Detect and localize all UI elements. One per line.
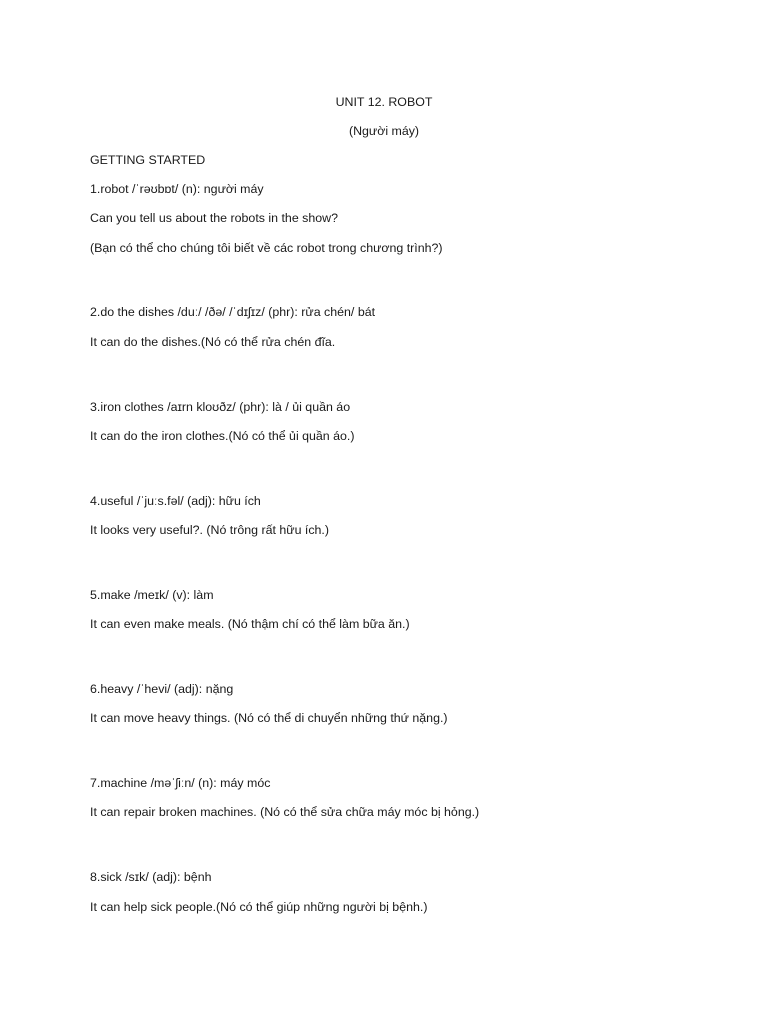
section-heading: GETTING STARTED [90, 153, 206, 167]
vocab-term-7: 7.machine /məˈʃiːn/ (n): máy móc [90, 776, 271, 790]
example-translation-1: (Bạn có thể cho chúng tôi biết về các robot trong chương trình?) [90, 241, 443, 255]
example-sentence-8: It can help sick people.(Nó có thể giúp những người bị bệnh.) [90, 900, 428, 914]
example-sentence-5: It can even make meals. (Nó thậm chí có thể làm bữa ăn.) [90, 617, 410, 631]
vocab-term-6: 6.heavy /ˈhevi/ (adj): nặng [90, 682, 234, 696]
page-title: UNIT 12. ROBOT [335, 95, 433, 109]
vocab-term-3: 3.iron clothes /aɪrn kloʊðz/ (phr): là / ủi quần áo [90, 400, 351, 414]
page-subtitle: (Người máy) [348, 124, 420, 138]
example-sentence-2: It can do the dishes.(Nó có thể rửa chén đĩa. [90, 335, 336, 349]
vocab-term-5: 5.make /meɪk/ (v): làm [90, 588, 214, 602]
vocab-term-8: 8.sick /sɪk/ (adj): bệnh [90, 870, 212, 884]
vocab-term-2: 2.do the dishes /duː/ /ðə/ /ˈdɪʃɪz/ (phr): rửa chén/ bát [90, 305, 376, 319]
example-sentence-4: It looks very useful?. (Nó trông rất hữu ích.) [90, 523, 329, 537]
example-sentence-3: It can do the iron clothes.(Nó có thể ủi quần áo.) [90, 429, 355, 443]
vocab-term-1: 1.robot /ˈrəʊbɒt/ (n): người máy [90, 182, 264, 196]
example-sentence-7: It can repair broken machines. (Nó có thể sửa chữa máy móc bị hỏng.) [90, 805, 480, 819]
example-sentence-1: Can you tell us about the robots in the show? [90, 211, 338, 225]
vocab-term-4: 4.useful /ˈjuːs.fəl/ (adj): hữu ích [90, 494, 261, 508]
example-sentence-6: It can move heavy things. (Nó có thể di chuyển những thứ nặng.) [90, 711, 448, 725]
